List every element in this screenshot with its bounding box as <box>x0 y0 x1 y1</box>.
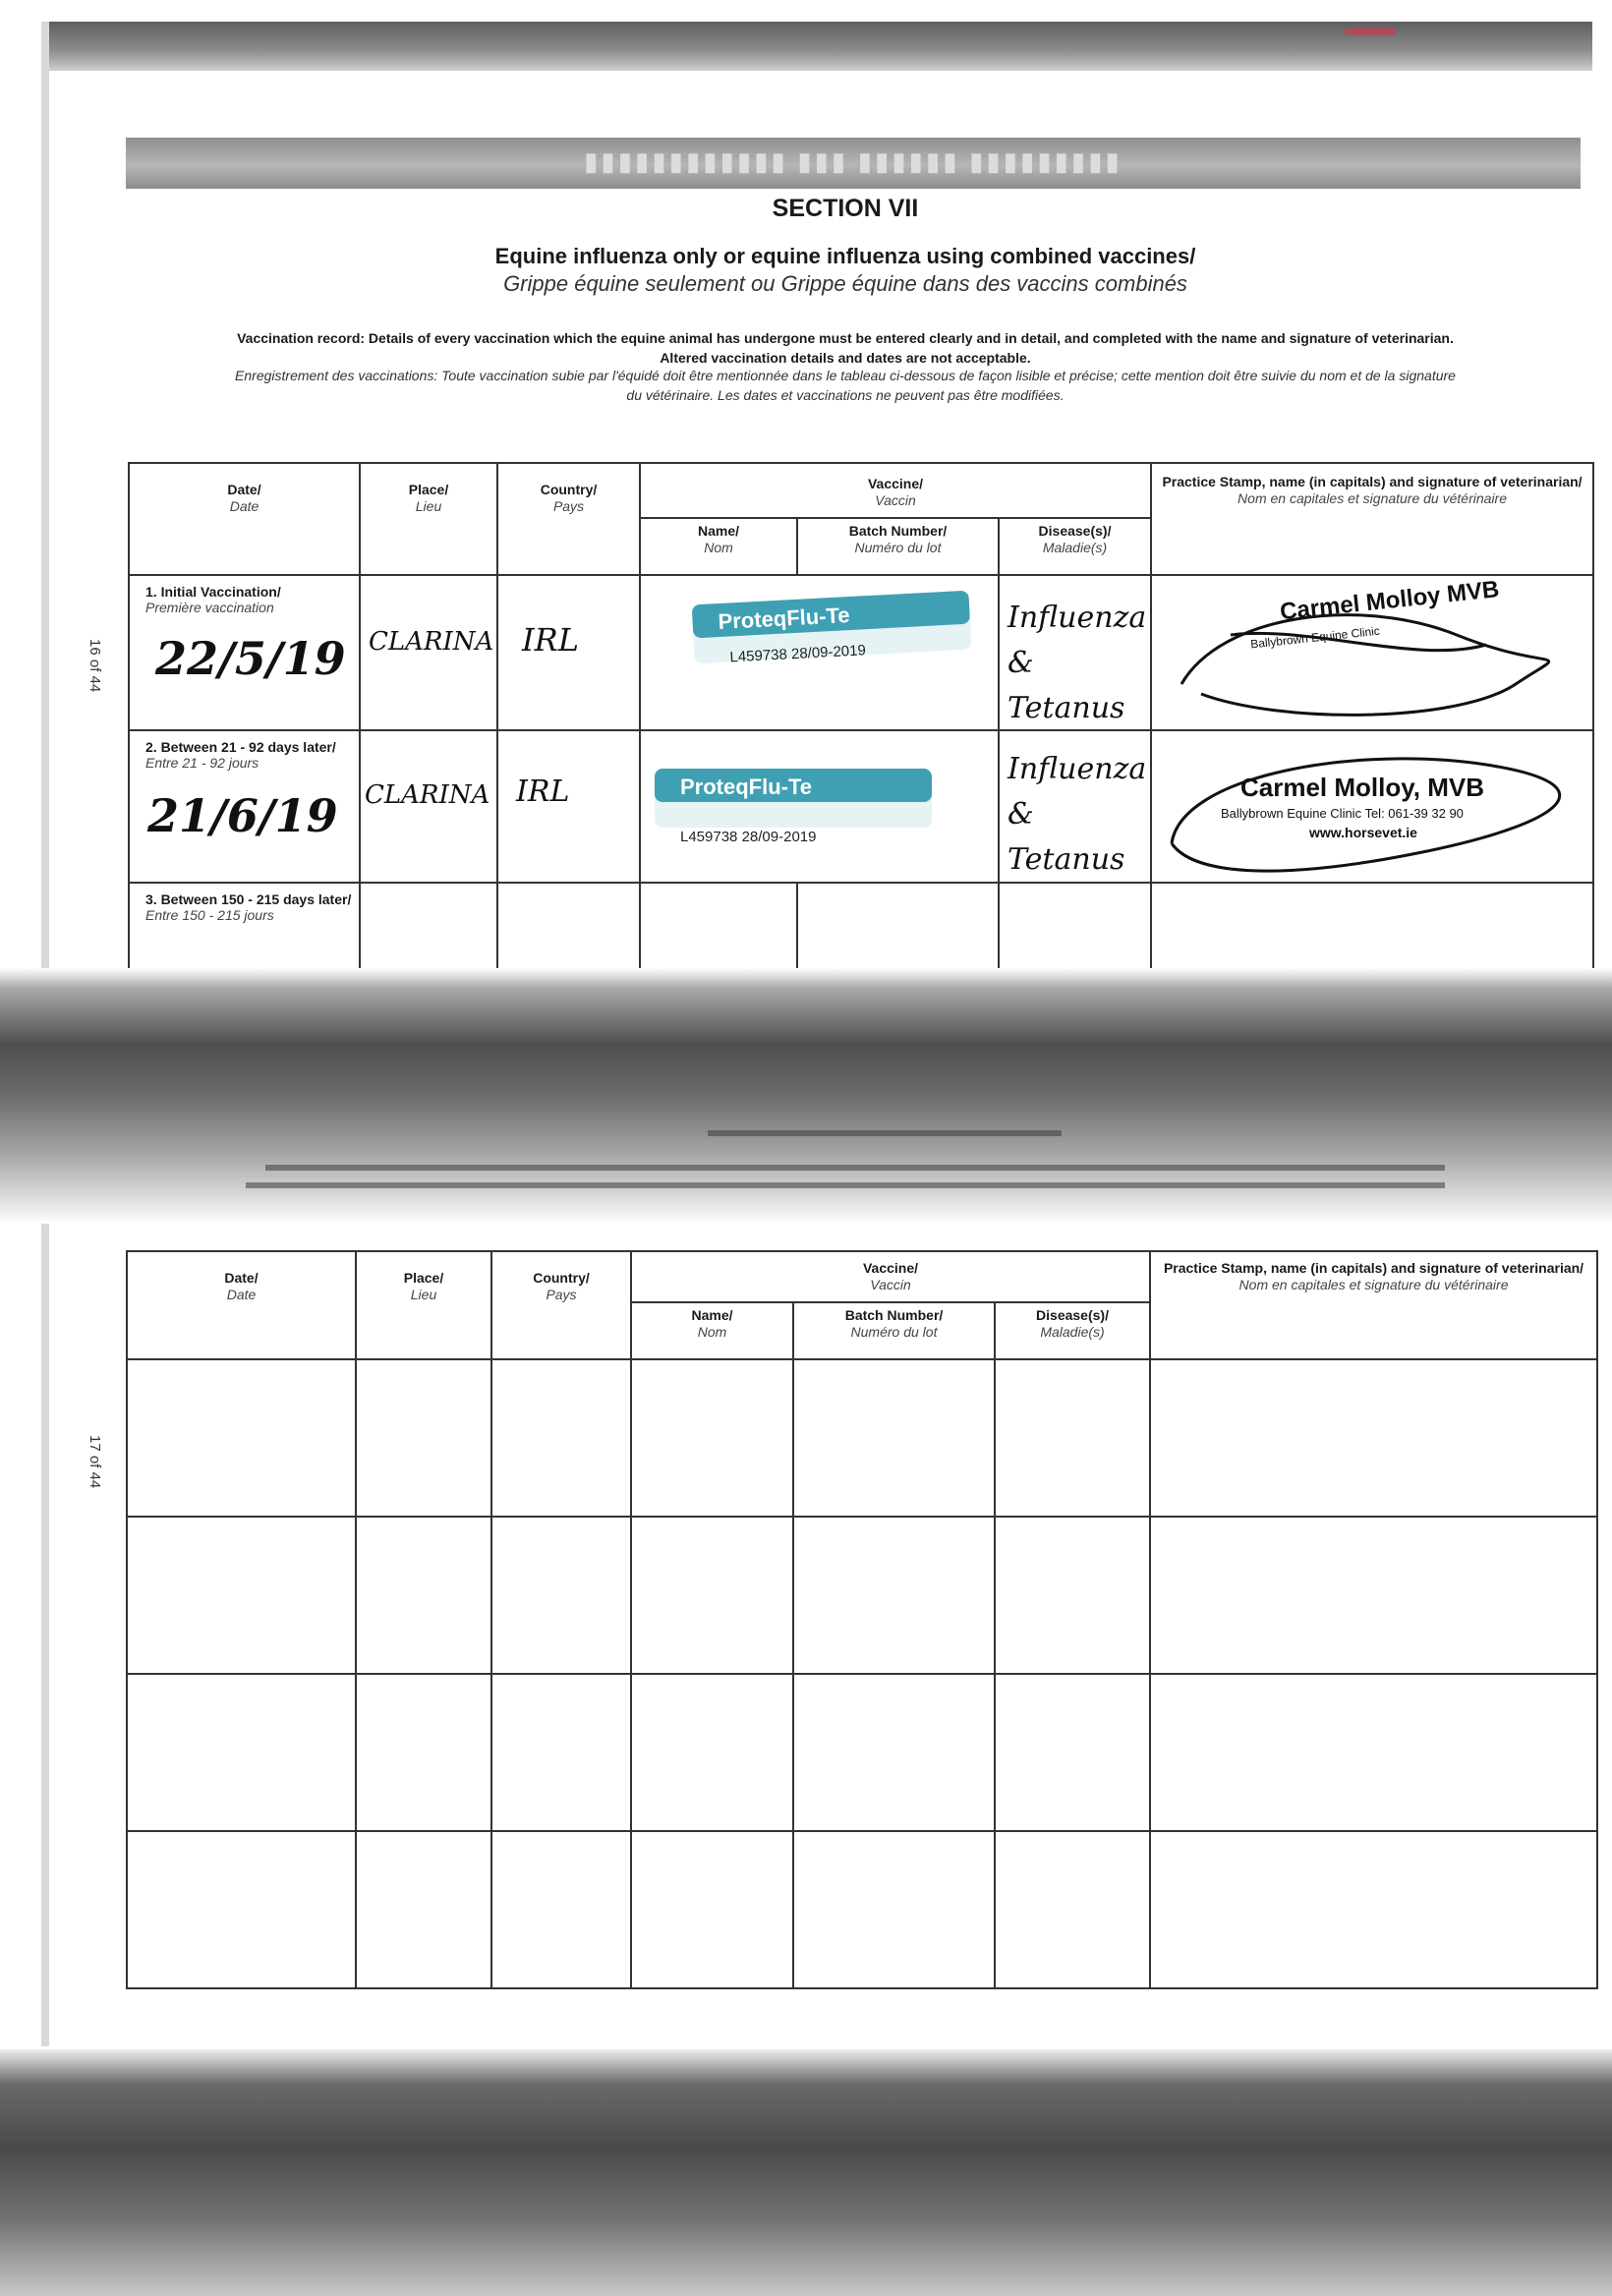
svg-text:Carmel Molloy MVB: Carmel Molloy MVB <box>1278 576 1501 626</box>
scan-overlap-band <box>0 968 1612 1224</box>
header-disease: Disease(s)/ Maladie(s) <box>995 1302 1150 1359</box>
table-row <box>129 575 1593 730</box>
page-number-lower: 17 of 44 <box>86 1435 103 1489</box>
record-en-line-2: Altered vaccination details and dates are not acceptable. <box>660 350 1031 366</box>
header-vaccine: Vaccine/ Vaccin <box>640 463 1151 518</box>
handwritten-disease: Influenza & Tetanus <box>1008 752 1147 877</box>
vaccination-table-upper <box>128 462 1594 992</box>
header-disease: Disease(s)/ Maladie(s) <box>999 518 1151 575</box>
illegible-line <box>246 1182 1445 1188</box>
svg-text:Ballybrown Equine Clinic Tel:: Ballybrown Equine Clinic Tel: 061-39 32 90 <box>1221 806 1464 821</box>
cell-disease <box>999 575 1151 730</box>
illegible-line <box>265 1165 1445 1171</box>
cell-vaccine-name-batch <box>640 575 999 730</box>
table-row <box>127 1674 1597 1831</box>
header-place: Place/ Lieu <box>360 463 497 575</box>
header-vaccine: Vaccine/ Vaccin <box>631 1251 1150 1302</box>
svg-text:ProteqFlu-Te: ProteqFlu-Te <box>680 775 813 799</box>
svg-text:Ballybrown Equine Clinic: Ballybrown Equine Clinic <box>1249 623 1381 652</box>
vet-stamp-signature <box>1162 735 1584 878</box>
record-fr-line-2: du vétérinaire. Les dates et vaccinations ne peuvent pas être modifiées. <box>626 387 1065 403</box>
page-number-upper: 16 of 44 <box>86 639 103 693</box>
header-country: Country/ Pays <box>491 1251 631 1359</box>
illegible-line <box>708 1130 1062 1136</box>
header-practice-stamp: Practice Stamp, name (in capitals) and signature of veterinarian/ Nom en capitales et signature du vétérinaire <box>1151 463 1593 575</box>
cell-country <box>497 730 640 883</box>
svg-text:www.horsevet.ie: www.horsevet.ie <box>1309 825 1417 840</box>
record-en-line-1: Vaccination record: Details of every vaccination which the equine animal has undergone must be entered clearly and in detail, and completed with the name and signature of veterinarian. <box>237 330 1454 346</box>
cell-place <box>360 730 497 883</box>
handwritten-place: CLARINA <box>369 627 494 657</box>
record-instructions-en <box>118 328 1573 368</box>
cell-practice-stamp <box>1151 730 1593 883</box>
svg-text:L459738 28/09-2019: L459738 28/09-2019 <box>680 829 817 845</box>
handwritten-date: 22/5/19 <box>155 632 346 685</box>
svg-text:L459738 28/09-2019: L459738 28/09-2019 <box>729 642 867 666</box>
row-label-second: 2. Between 21 - 92 days later/ Entre 21 - 92 jours 21/6/19 <box>129 730 360 883</box>
header-batch-number: Batch Number/ Numéro du lot <box>793 1302 995 1359</box>
header-place: Place/ Lieu <box>356 1251 491 1359</box>
record-instructions-fr <box>118 366 1573 405</box>
scan-edge-bottom <box>0 2049 1612 2296</box>
band-heading-faded: ▮▮▮▮▮▮▮▮▮▮▮▮ ▮▮▮ ▮▮▮▮▮▮ ▮▮▮▮▮▮▮▮▮ <box>584 147 1123 176</box>
section-band <box>126 138 1581 189</box>
vaccine-sticker <box>651 767 936 865</box>
red-mark <box>1345 28 1396 35</box>
vaccination-table-lower <box>126 1250 1598 1989</box>
table-row <box>127 1359 1597 1517</box>
table-row <box>129 730 1593 883</box>
vaccine-sticker <box>690 586 975 704</box>
handwritten-date: 21/6/19 <box>147 789 338 842</box>
cell-disease <box>999 730 1151 883</box>
record-fr-line-1: Enregistrement des vaccinations: Toute vaccination subie par l'équidé doit être mentionnée dans le tableau ci-dessous de façon lisible et précise; cette mention doit être suivie du nom et de la signature <box>235 368 1456 383</box>
cell-country <box>497 575 640 730</box>
header-practice-stamp: Practice Stamp, name (in capitals) and signature of veterinarian/ Nom en capitales et signature du vétérinaire <box>1150 1251 1597 1359</box>
row-label-third: 3. Between 150 - 215 days later/ Entre 150 - 215 jours <box>129 883 360 991</box>
header-vaccine-name: Name/ Nom <box>640 518 797 575</box>
svg-text:ProteqFlu-Te: ProteqFlu-Te <box>717 603 851 635</box>
table-row <box>127 1517 1597 1674</box>
section-heading-en: Equine influenza only or equine influenza using combined vaccines/ <box>494 244 1196 268</box>
header-country: Country/ Pays <box>497 463 640 575</box>
header-vaccine-name: Name/ Nom <box>631 1302 793 1359</box>
cell-vaccine-name-batch <box>640 730 999 883</box>
header-date: Date/ Date <box>127 1251 356 1359</box>
header-batch-number: Batch Number/ Numéro du lot <box>797 518 999 575</box>
handwritten-country: IRL <box>522 621 579 659</box>
section-heading-fr: Grippe équine seulement ou Grippe équine dans des vaccins combinés <box>503 271 1187 296</box>
handwritten-country: IRL <box>516 775 570 809</box>
vet-stamp-signature <box>1162 576 1584 723</box>
svg-text:Carmel Molloy, MVB: Carmel Molloy, MVB <box>1240 773 1485 802</box>
cell-practice-stamp <box>1151 575 1593 730</box>
section-title: SECTION VII <box>772 195 919 222</box>
handwritten-disease: Influenza & Tetanus <box>1008 601 1147 725</box>
handwritten-place: CLARINA <box>365 780 490 810</box>
row-label-initial: 1. Initial Vaccination/ Première vaccination 22/5/19 <box>129 575 360 730</box>
header-date: Date/ Date <box>129 463 360 575</box>
table-row <box>127 1831 1597 1988</box>
cell-place <box>360 575 497 730</box>
